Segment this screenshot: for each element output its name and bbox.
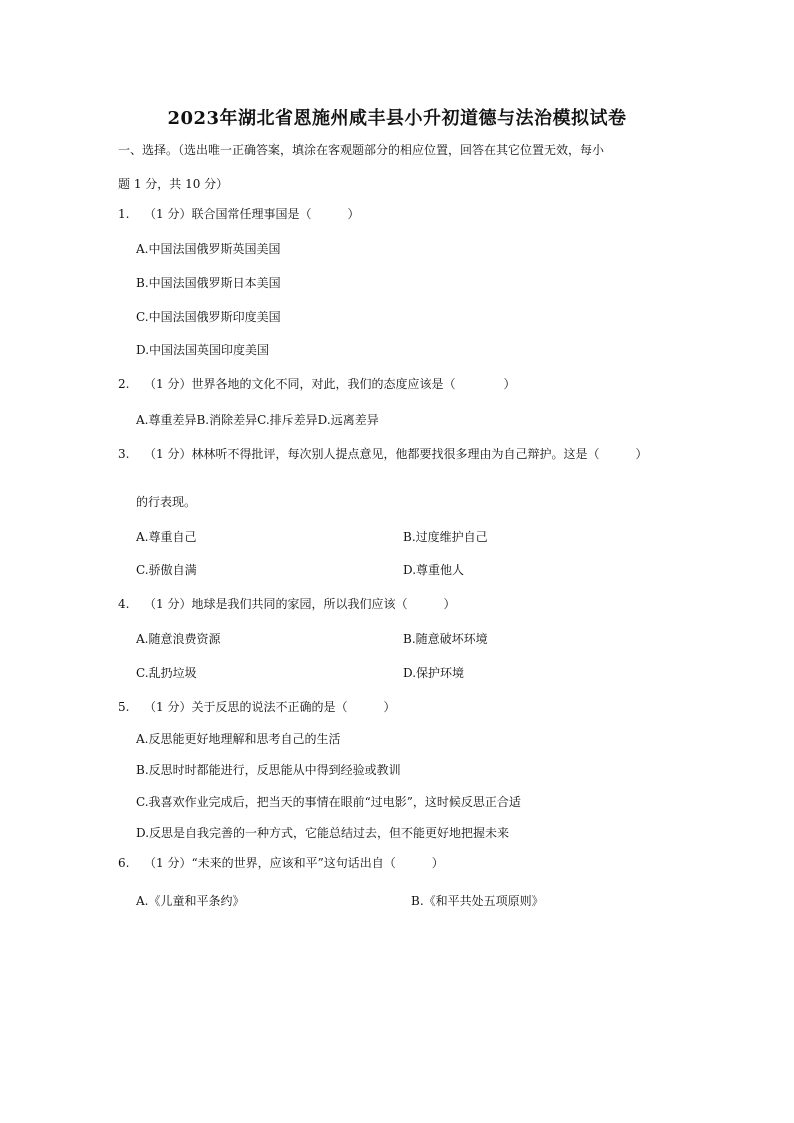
question-3-stem: （1 分）林林听不得批评，每次别人提点意见，他都要找很多理由为自己辩护。这是（ ） bbox=[144, 447, 648, 461]
question-5-stem: （1 分）关于反思的说法不正确的是（ ） bbox=[144, 700, 396, 714]
question-4-number: 4. bbox=[118, 597, 130, 611]
question-3-option-a: A.尊重自己 bbox=[136, 530, 197, 544]
question-3-number: 3. bbox=[118, 447, 130, 461]
question-5-number: 5. bbox=[118, 700, 130, 714]
question-4-stem: （1 分）地球是我们共同的家园，所以我们应该（ ） bbox=[144, 597, 456, 611]
question-5-option-b: B.反思时时都能进行，反思能从中得到经验或教训 bbox=[136, 763, 401, 777]
question-2-number: 2. bbox=[118, 377, 130, 391]
question-1-option-c: C.中国法国俄罗斯印度美国 bbox=[136, 310, 281, 324]
question-3-option-d: D.尊重他人 bbox=[403, 563, 465, 577]
question-4-option-a: A.随意浪费资源 bbox=[136, 632, 221, 646]
question-2-stem: （1 分）世界各地的文化不同，对此，我们的态度应该是（ ） bbox=[144, 377, 516, 391]
question-6-option-b: B.《和平共处五项原则》 bbox=[411, 894, 544, 908]
question-3-stem-continuation: 的行表现。 bbox=[136, 495, 197, 509]
exam-title: 2023年湖北省恩施州咸丰县小升初道德与法治模拟试卷 bbox=[167, 108, 627, 129]
question-4-option-c: C.乱扔垃圾 bbox=[136, 666, 197, 680]
question-1-option-a: A.中国法国俄罗斯英国美国 bbox=[136, 242, 281, 256]
question-1-option-b: B.中国法国俄罗斯日本美国 bbox=[136, 276, 281, 290]
question-6-number: 6. bbox=[118, 856, 130, 870]
question-3-option-b: B.过度维护自己 bbox=[403, 530, 488, 544]
question-1-option-d: D.中国法国英国印度美国 bbox=[136, 343, 270, 357]
question-3-option-c: C.骄傲自满 bbox=[136, 563, 197, 577]
question-1-number: 1. bbox=[118, 207, 130, 221]
question-5-option-c: C.我喜欢作业完成后，把当天的事情在眼前“过电影”，这时候反思正合适 bbox=[136, 795, 521, 809]
question-6-stem: （1 分）“未来的世界，应该和平”这句话出自（ ） bbox=[144, 856, 444, 870]
section-heading-line2: 题 1 分，共 10 分） bbox=[118, 177, 229, 191]
question-5-option-d: D.反思是自我完善的一种方式，它能总结过去，但不能更好地把握未来 bbox=[136, 826, 510, 840]
question-4-option-d: D.保护环境 bbox=[403, 666, 465, 680]
question-1-stem: （1 分）联合国常任理事国是（ ） bbox=[144, 207, 360, 221]
question-5-option-a: A.反思能更好地理解和思考自己的生活 bbox=[136, 732, 341, 746]
question-4-option-b: B.随意破坏环境 bbox=[403, 632, 488, 646]
question-6-option-a: A.《儿童和平条约》 bbox=[136, 894, 245, 908]
section-heading-line1: 一、选择。（选出唯一正确答案，填涂在客观题部分的相应位置，回答在其它位置无效，每小 bbox=[118, 143, 605, 157]
question-2-options: A.尊重差异B.消除差异C.排斥差异D.远离差异 bbox=[136, 413, 379, 427]
